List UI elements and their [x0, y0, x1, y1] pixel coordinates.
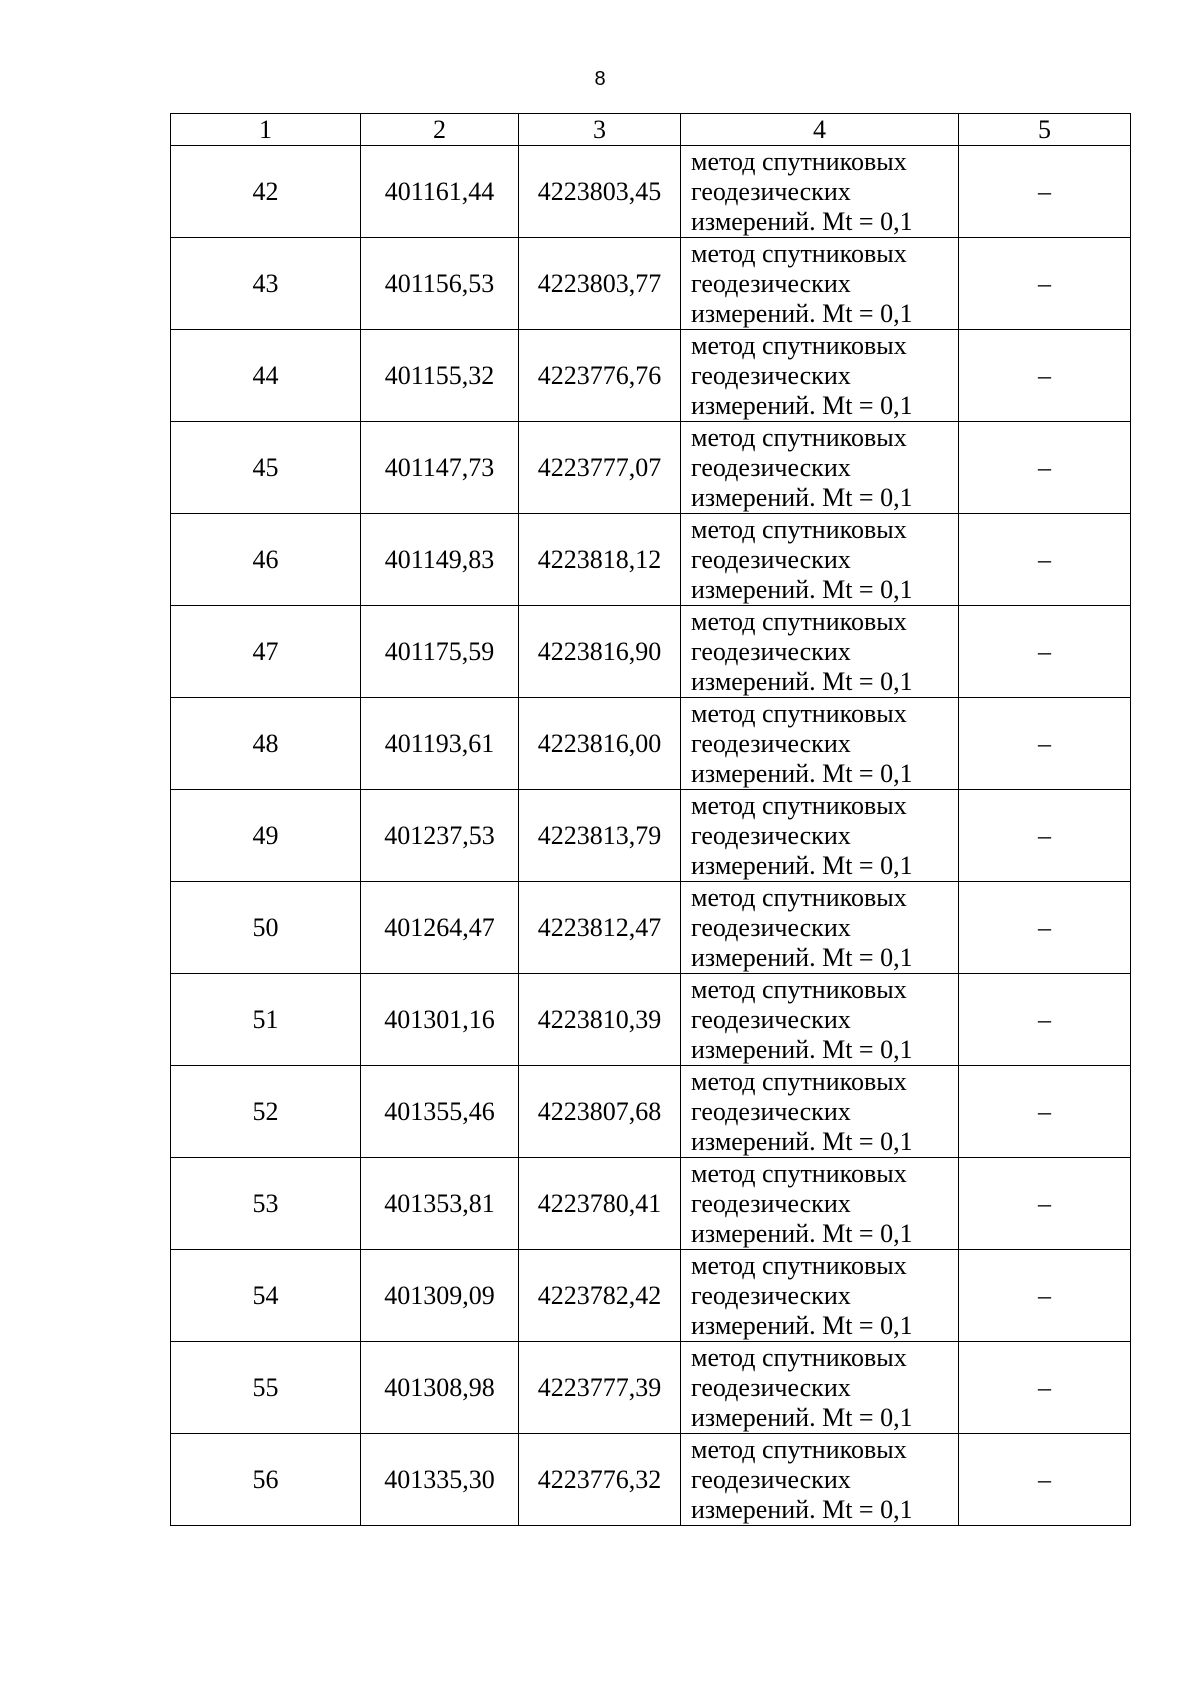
method-cell [681, 698, 959, 790]
page-number: 8 [594, 68, 606, 90]
note-cell: – [959, 146, 1131, 238]
method-line-2: геодезических [691, 636, 851, 666]
column-header-2: 2 [361, 114, 519, 146]
method-cell [681, 1250, 959, 1342]
method-line-2: геодезических [691, 360, 851, 390]
note-cell: – [959, 1434, 1131, 1526]
method-line-1: метод спутниковых [691, 1434, 907, 1464]
method-line-3: измерений. Mt = 0,1 [691, 1310, 913, 1340]
method-line-3: измерений. Mt = 0,1 [691, 942, 913, 972]
method-line-3: измерений. Mt = 0,1 [691, 390, 913, 420]
point-number-cell: 52 [171, 1066, 361, 1158]
y-coordinate-cell: 4223810,39 [519, 974, 681, 1066]
table-row [171, 606, 1131, 698]
note-cell: – [959, 238, 1131, 330]
column-header-3: 3 [519, 114, 681, 146]
method-line-1: метод спутниковых [691, 514, 907, 544]
method-line-1: метод спутниковых [691, 882, 907, 912]
method-line-3: измерений. Mt = 0,1 [691, 666, 913, 696]
method-line-3: измерений. Mt = 0,1 [691, 482, 913, 512]
method-line-1: метод спутниковых [691, 330, 907, 360]
point-number-cell: 49 [171, 790, 361, 882]
x-coordinate-cell: 401335,30 [361, 1434, 519, 1526]
note-cell: – [959, 882, 1131, 974]
table-row [171, 1250, 1131, 1342]
point-number-cell: 44 [171, 330, 361, 422]
note-cell: – [959, 606, 1131, 698]
note-cell: – [959, 1342, 1131, 1434]
x-coordinate-cell: 401264,47 [361, 882, 519, 974]
x-coordinate-cell: 401309,09 [361, 1250, 519, 1342]
column-header-4: 4 [681, 114, 959, 146]
note-cell: – [959, 790, 1131, 882]
x-coordinate-cell: 401175,59 [361, 606, 519, 698]
method-line-1: метод спутниковых [691, 146, 907, 176]
method-cell [681, 1342, 959, 1434]
note-cell: – [959, 1158, 1131, 1250]
method-line-3: измерений. Mt = 0,1 [691, 1126, 913, 1156]
point-number-cell: 43 [171, 238, 361, 330]
method-line-1: метод спутниковых [691, 790, 907, 820]
method-cell [681, 514, 959, 606]
method-line-2: геодезических [691, 1280, 851, 1310]
method-line-2: геодезических [691, 452, 851, 482]
x-coordinate-cell: 401355,46 [361, 1066, 519, 1158]
y-coordinate-cell: 4223803,77 [519, 238, 681, 330]
point-number-cell: 54 [171, 1250, 361, 1342]
y-coordinate-cell: 4223807,68 [519, 1066, 681, 1158]
method-line-2: геодезических [691, 820, 851, 850]
table-body [171, 146, 1131, 1526]
method-line-3: измерений. Mt = 0,1 [691, 298, 913, 328]
x-coordinate-cell: 401149,83 [361, 514, 519, 606]
method-cell [681, 882, 959, 974]
note-cell: – [959, 698, 1131, 790]
y-coordinate-cell: 4223776,32 [519, 1434, 681, 1526]
method-line-1: метод спутниковых [691, 698, 907, 728]
point-number-cell: 53 [171, 1158, 361, 1250]
table-row [171, 146, 1131, 238]
method-line-2: геодезических [691, 1188, 851, 1218]
method-line-2: геодезических [691, 1464, 851, 1494]
point-number-cell: 51 [171, 974, 361, 1066]
y-coordinate-cell: 4223803,45 [519, 146, 681, 238]
table-row [171, 790, 1131, 882]
y-coordinate-cell: 4223776,76 [519, 330, 681, 422]
method-cell [681, 422, 959, 514]
note-cell: – [959, 330, 1131, 422]
table-row [171, 882, 1131, 974]
method-line-3: измерений. Mt = 0,1 [691, 206, 913, 236]
note-cell: – [959, 1250, 1131, 1342]
point-number-cell: 42 [171, 146, 361, 238]
method-line-1: метод спутниковых [691, 1250, 907, 1280]
y-coordinate-cell: 4223777,39 [519, 1342, 681, 1434]
method-line-1: метод спутниковых [691, 974, 907, 1004]
x-coordinate-cell: 401156,53 [361, 238, 519, 330]
x-coordinate-cell: 401147,73 [361, 422, 519, 514]
method-line-3: измерений. Mt = 0,1 [691, 1494, 913, 1524]
y-coordinate-cell: 4223780,41 [519, 1158, 681, 1250]
method-line-3: измерений. Mt = 0,1 [691, 1402, 913, 1432]
method-line-1: метод спутниковых [691, 1158, 907, 1188]
x-coordinate-cell: 401193,61 [361, 698, 519, 790]
method-line-3: измерений. Mt = 0,1 [691, 850, 913, 880]
method-line-2: геодезических [691, 1372, 851, 1402]
table-row [171, 1434, 1131, 1526]
method-line-2: геодезических [691, 912, 851, 942]
table-row [171, 1158, 1131, 1250]
point-number-cell: 46 [171, 514, 361, 606]
note-cell: – [959, 974, 1131, 1066]
y-coordinate-cell: 4223816,00 [519, 698, 681, 790]
method-cell [681, 1434, 959, 1526]
coordinates-table [170, 113, 1131, 1526]
method-line-1: метод спутниковых [691, 238, 907, 268]
method-cell [681, 606, 959, 698]
method-line-3: измерений. Mt = 0,1 [691, 1034, 913, 1064]
table-row [171, 422, 1131, 514]
method-cell [681, 1158, 959, 1250]
method-cell [681, 330, 959, 422]
note-cell: – [959, 1066, 1131, 1158]
method-line-2: геодезических [691, 544, 851, 574]
table-row [171, 1342, 1131, 1434]
method-line-1: метод спутниковых [691, 1342, 907, 1372]
x-coordinate-cell: 401155,32 [361, 330, 519, 422]
table-row [171, 974, 1131, 1066]
method-line-3: измерений. Mt = 0,1 [691, 1218, 913, 1248]
x-coordinate-cell: 401353,81 [361, 1158, 519, 1250]
method-line-1: метод спутниковых [691, 1066, 907, 1096]
table-header [171, 114, 1131, 146]
point-number-cell: 56 [171, 1434, 361, 1526]
method-cell [681, 238, 959, 330]
header-row [171, 114, 1131, 146]
table-row [171, 330, 1131, 422]
table-row [171, 514, 1131, 606]
note-cell: – [959, 514, 1131, 606]
y-coordinate-cell: 4223816,90 [519, 606, 681, 698]
method-cell [681, 790, 959, 882]
method-line-1: метод спутниковых [691, 422, 907, 452]
point-number-cell: 48 [171, 698, 361, 790]
method-line-1: метод спутниковых [691, 606, 907, 636]
y-coordinate-cell: 4223777,07 [519, 422, 681, 514]
x-coordinate-cell: 401301,16 [361, 974, 519, 1066]
x-coordinate-cell: 401308,98 [361, 1342, 519, 1434]
method-cell [681, 1066, 959, 1158]
point-number-cell: 47 [171, 606, 361, 698]
table-row [171, 1066, 1131, 1158]
column-header-1: 1 [171, 114, 361, 146]
x-coordinate-cell: 401161,44 [361, 146, 519, 238]
method-line-2: геодезических [691, 728, 851, 758]
method-cell [681, 974, 959, 1066]
table-row [171, 698, 1131, 790]
point-number-cell: 55 [171, 1342, 361, 1434]
method-line-2: геодезических [691, 268, 851, 298]
y-coordinate-cell: 4223782,42 [519, 1250, 681, 1342]
note-cell: – [959, 422, 1131, 514]
x-coordinate-cell: 401237,53 [361, 790, 519, 882]
y-coordinate-cell: 4223812,47 [519, 882, 681, 974]
column-header-5: 5 [959, 114, 1131, 146]
method-line-3: измерений. Mt = 0,1 [691, 574, 913, 604]
method-cell [681, 146, 959, 238]
point-number-cell: 50 [171, 882, 361, 974]
y-coordinate-cell: 4223813,79 [519, 790, 681, 882]
method-line-2: геодезических [691, 1004, 851, 1034]
method-line-3: измерений. Mt = 0,1 [691, 758, 913, 788]
method-line-2: геодезических [691, 1096, 851, 1126]
table-row [171, 238, 1131, 330]
method-line-2: геодезических [691, 176, 851, 206]
point-number-cell: 45 [171, 422, 361, 514]
y-coordinate-cell: 4223818,12 [519, 514, 681, 606]
